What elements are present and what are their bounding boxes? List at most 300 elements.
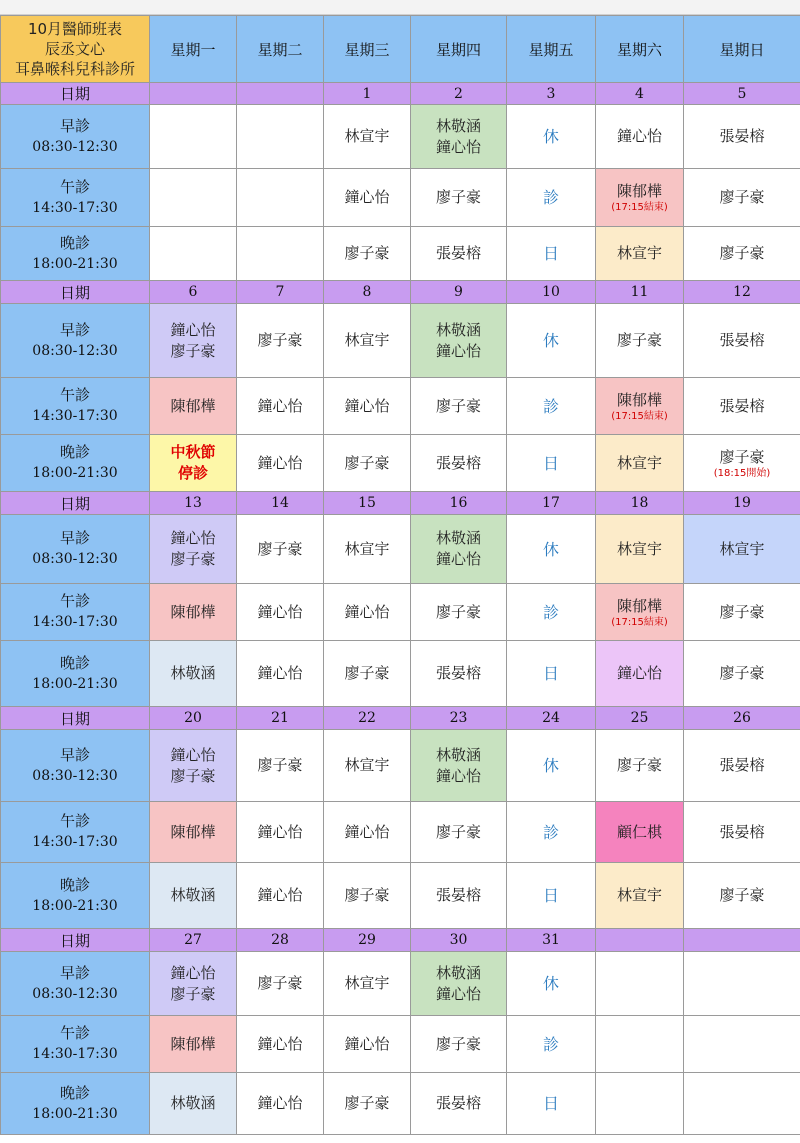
schedule-cell bbox=[237, 378, 324, 435]
schedule-cell bbox=[411, 802, 507, 863]
doctor-name: 廖子豪 bbox=[616, 331, 662, 349]
slot-label bbox=[1, 378, 150, 435]
schedule-cell bbox=[324, 952, 411, 1016]
date-label: 日期 bbox=[1, 83, 150, 105]
date-row bbox=[1, 492, 800, 515]
doctor-name: 林宣宇 bbox=[616, 539, 662, 558]
schedule-cell bbox=[596, 515, 684, 584]
doctor-name: 林宣宇 bbox=[344, 756, 390, 774]
date-cell: 21 bbox=[237, 707, 324, 730]
slot-row bbox=[1, 952, 800, 1016]
slot-label bbox=[1, 227, 150, 281]
slot-label bbox=[1, 1016, 150, 1073]
schedule-cell bbox=[324, 435, 411, 492]
doctor-name: 張晏榕 bbox=[435, 453, 481, 472]
schedule-cell bbox=[324, 730, 411, 802]
doctor-name: 林宣宇 bbox=[616, 244, 662, 262]
doctor-name: 張晏榕 bbox=[719, 822, 765, 841]
doctor-name: 林敬涵 bbox=[170, 886, 216, 904]
schedule-cell bbox=[507, 730, 596, 802]
header-row bbox=[1, 16, 800, 83]
date-cell: 28 bbox=[237, 929, 324, 952]
slot-name: 早診 bbox=[59, 320, 90, 339]
date-cell bbox=[150, 83, 237, 105]
schedule-cell bbox=[237, 802, 324, 863]
date-cell bbox=[684, 929, 800, 952]
doctor-name: 鐘心怡 bbox=[435, 984, 481, 1003]
time-note: (17:15結束) bbox=[611, 202, 668, 213]
schedule-cell bbox=[237, 863, 324, 929]
date-cell: 1 bbox=[324, 83, 411, 105]
slot-name: 早診 bbox=[59, 745, 90, 764]
doctor-name: 鐘心怡 bbox=[344, 1034, 390, 1053]
doctor-name: 廖子豪 bbox=[719, 664, 765, 682]
doctor-name: 陳郁樺 bbox=[170, 396, 216, 415]
doctor-name: 林宣宇 bbox=[344, 974, 390, 992]
weekday-header: 星期日 bbox=[684, 16, 800, 83]
schedule-cell bbox=[150, 227, 237, 281]
schedule-cell bbox=[237, 1016, 324, 1073]
slot-row bbox=[1, 863, 800, 929]
weekday-header: 星期六 bbox=[596, 16, 684, 83]
doctor-name: 林敬涵 bbox=[435, 116, 481, 135]
closed-day-mark: 診 bbox=[542, 822, 559, 842]
doctor-name: 張晏榕 bbox=[435, 664, 481, 682]
schedule-cell bbox=[684, 515, 800, 584]
schedule-cell bbox=[324, 227, 411, 281]
schedule-cell bbox=[507, 952, 596, 1016]
slot-name: 晚診 bbox=[59, 233, 90, 252]
date-cell: 8 bbox=[324, 281, 411, 304]
doctor-name: 林宣宇 bbox=[344, 539, 390, 558]
schedule-cell bbox=[596, 863, 684, 929]
time-note: (17:15結束) bbox=[611, 410, 668, 422]
sheet-top-strip bbox=[0, 0, 800, 15]
doctor-name: 廖子豪 bbox=[435, 188, 481, 206]
doctor-name: 鐘心怡 bbox=[170, 320, 216, 339]
schedule-cell bbox=[324, 169, 411, 227]
schedule-cell bbox=[596, 227, 684, 281]
schedule-cell bbox=[150, 105, 237, 169]
schedule-cell bbox=[411, 105, 507, 169]
schedule-cell bbox=[324, 802, 411, 863]
schedule-cell bbox=[684, 730, 800, 802]
date-row bbox=[1, 707, 800, 730]
doctor-name: 張晏榕 bbox=[719, 396, 765, 415]
closed-day-mark: 日 bbox=[542, 1094, 559, 1113]
doctor-name: 廖子豪 bbox=[435, 602, 481, 621]
doctor-name: 鐘心怡 bbox=[435, 550, 481, 568]
doctor-name: 張晏榕 bbox=[719, 756, 765, 774]
title-line: 10月醫師班表 bbox=[27, 20, 123, 38]
doctor-name: 廖子豪 bbox=[257, 331, 303, 349]
date-cell bbox=[237, 83, 324, 105]
date-cell: 23 bbox=[411, 707, 507, 730]
schedule-cell bbox=[237, 1073, 324, 1135]
doctor-name: 鐘心怡 bbox=[170, 529, 216, 547]
slot-label bbox=[1, 304, 150, 378]
doctor-name: 林敬涵 bbox=[170, 1094, 216, 1112]
schedule-cell bbox=[507, 304, 596, 378]
schedule-cell bbox=[150, 1073, 237, 1135]
doctor-name: 廖子豪 bbox=[170, 550, 216, 568]
date-cell: 26 bbox=[684, 707, 800, 730]
slot-label bbox=[1, 435, 150, 492]
doctor-name: 廖子豪 bbox=[719, 886, 765, 904]
schedule-cell bbox=[684, 584, 800, 641]
schedule-cell bbox=[411, 584, 507, 641]
slot-name: 晚診 bbox=[59, 1083, 90, 1102]
title-line: 耳鼻喉科兒科診所 bbox=[14, 60, 135, 78]
doctor-name: 廖子豪 bbox=[719, 602, 765, 621]
closed-day-mark: 日 bbox=[542, 664, 559, 683]
slot-time: 14:30-17:30 bbox=[32, 408, 118, 424]
schedule-cell bbox=[324, 304, 411, 378]
schedule-cell bbox=[507, 1016, 596, 1073]
doctor-name: 鐘心怡 bbox=[344, 602, 390, 621]
schedule-cell bbox=[411, 435, 507, 492]
slot-name: 午診 bbox=[59, 812, 90, 830]
schedule-cell bbox=[324, 863, 411, 929]
slot-time: 08:30-12:30 bbox=[32, 551, 118, 567]
schedule-cell bbox=[684, 641, 800, 707]
holiday-notice: 停診 bbox=[177, 464, 208, 482]
schedule-cell bbox=[507, 1073, 596, 1135]
doctor-name: 陳郁樺 bbox=[616, 390, 662, 409]
date-cell: 15 bbox=[324, 492, 411, 515]
schedule-cell bbox=[150, 641, 237, 707]
slot-time: 14:30-17:30 bbox=[32, 834, 118, 850]
doctor-name: 林宣宇 bbox=[616, 886, 662, 904]
closed-day-mark: 休 bbox=[542, 756, 559, 775]
schedule-cell bbox=[411, 863, 507, 929]
date-cell: 24 bbox=[507, 707, 596, 730]
schedule-cell bbox=[684, 435, 800, 492]
doctor-name: 廖子豪 bbox=[435, 396, 481, 415]
schedule-cell bbox=[237, 730, 324, 802]
date-label: 日期 bbox=[1, 492, 150, 515]
slot-row bbox=[1, 584, 800, 641]
doctor-name: 陳郁樺 bbox=[170, 602, 216, 621]
date-cell: 20 bbox=[150, 707, 237, 730]
slot-row bbox=[1, 515, 800, 584]
slot-row bbox=[1, 435, 800, 492]
doctor-name: 鐘心怡 bbox=[435, 137, 481, 156]
doctor-name: 林宣宇 bbox=[719, 539, 765, 558]
schedule-cell bbox=[507, 584, 596, 641]
closed-day-mark: 日 bbox=[542, 453, 559, 473]
date-row bbox=[1, 281, 800, 304]
schedule-cell bbox=[150, 515, 237, 584]
date-label: 日期 bbox=[1, 929, 150, 952]
schedule-cell bbox=[596, 378, 684, 435]
slot-name: 早診 bbox=[59, 963, 90, 982]
date-cell: 17 bbox=[507, 492, 596, 515]
slot-time: 18:00-21:30 bbox=[32, 1105, 118, 1122]
closed-day-mark: 診 bbox=[542, 1034, 559, 1054]
schedule-cell bbox=[150, 952, 237, 1016]
slot-label bbox=[1, 730, 150, 802]
doctor-name: 鐘心怡 bbox=[257, 1094, 303, 1112]
schedule-cell bbox=[411, 730, 507, 802]
doctor-name: 鐘心怡 bbox=[257, 453, 303, 472]
date-cell: 18 bbox=[596, 492, 684, 515]
schedule-cell bbox=[411, 1073, 507, 1135]
doctor-name: 廖子豪 bbox=[344, 664, 390, 682]
slot-row bbox=[1, 1073, 800, 1135]
schedule-cell bbox=[507, 515, 596, 584]
schedule-cell bbox=[507, 435, 596, 492]
slot-name: 午診 bbox=[59, 386, 90, 404]
schedule-cell bbox=[684, 169, 800, 227]
slot-row bbox=[1, 105, 800, 169]
schedule-cell bbox=[237, 227, 324, 281]
schedule-cell bbox=[684, 105, 800, 169]
doctor-name: 廖子豪 bbox=[719, 244, 765, 262]
schedule-cell bbox=[507, 641, 596, 707]
schedule-cell bbox=[684, 863, 800, 929]
date-cell: 2 bbox=[411, 83, 507, 105]
schedule-cell bbox=[237, 952, 324, 1016]
slot-name: 午診 bbox=[59, 1024, 90, 1042]
doctor-name: 林宣宇 bbox=[344, 127, 390, 145]
holiday-notice: 中秋節 bbox=[170, 443, 216, 461]
schedule-cell bbox=[324, 515, 411, 584]
slot-label bbox=[1, 1073, 150, 1135]
closed-day-mark: 診 bbox=[542, 396, 559, 416]
doctor-name: 張晏榕 bbox=[435, 244, 481, 262]
doctor-name: 張晏榕 bbox=[435, 1094, 481, 1112]
doctor-name: 張晏榕 bbox=[719, 331, 765, 349]
schedule-cell bbox=[684, 227, 800, 281]
schedule-cell bbox=[411, 378, 507, 435]
slot-label bbox=[1, 952, 150, 1016]
schedule-cell bbox=[237, 169, 324, 227]
doctor-name: 鐘心怡 bbox=[257, 664, 303, 682]
date-cell: 4 bbox=[596, 83, 684, 105]
doctor-name: 廖子豪 bbox=[170, 984, 216, 1003]
date-cell: 6 bbox=[150, 281, 237, 304]
slot-row bbox=[1, 1016, 800, 1073]
slot-time: 14:30-17:30 bbox=[32, 199, 118, 216]
doctor-schedule-table bbox=[0, 15, 800, 1135]
doctor-name: 鐘心怡 bbox=[257, 1034, 303, 1053]
doctor-name: 林敬涵 bbox=[435, 745, 481, 764]
slot-name: 午診 bbox=[59, 592, 90, 610]
slot-name: 早診 bbox=[59, 116, 90, 135]
slot-time: 14:30-17:30 bbox=[32, 614, 118, 630]
doctor-name: 鐘心怡 bbox=[170, 745, 216, 764]
doctor-name: 廖子豪 bbox=[719, 447, 765, 466]
date-cell: 5 bbox=[684, 83, 800, 105]
slot-row bbox=[1, 304, 800, 378]
doctor-name: 鐘心怡 bbox=[616, 664, 662, 682]
doctor-name: 林宣宇 bbox=[616, 453, 662, 472]
schedule-cell bbox=[596, 641, 684, 707]
schedule-cell bbox=[596, 1073, 684, 1135]
slot-name: 晚診 bbox=[59, 875, 90, 894]
slot-label bbox=[1, 863, 150, 929]
doctor-name: 鐘心怡 bbox=[344, 188, 390, 206]
date-cell: 16 bbox=[411, 492, 507, 515]
schedule-cell bbox=[150, 1016, 237, 1073]
date-cell: 22 bbox=[324, 707, 411, 730]
schedule-cell bbox=[596, 435, 684, 492]
date-cell: 9 bbox=[411, 281, 507, 304]
weekday-header: 星期五 bbox=[507, 16, 596, 83]
doctor-name: 廖子豪 bbox=[435, 1034, 481, 1053]
slot-name: 午診 bbox=[59, 177, 90, 196]
schedule-cell bbox=[237, 304, 324, 378]
date-cell bbox=[596, 929, 684, 952]
doctor-name: 鐘心怡 bbox=[435, 341, 481, 360]
slot-label bbox=[1, 802, 150, 863]
closed-day-mark: 休 bbox=[542, 539, 559, 559]
date-row bbox=[1, 83, 800, 105]
schedule-cell bbox=[324, 378, 411, 435]
slot-time: 08:30-12:30 bbox=[32, 985, 118, 1002]
doctor-name: 鐘心怡 bbox=[344, 822, 390, 841]
doctor-name: 林宣宇 bbox=[344, 331, 390, 349]
doctor-name: 鐘心怡 bbox=[616, 127, 662, 145]
date-cell: 27 bbox=[150, 929, 237, 952]
date-cell: 7 bbox=[237, 281, 324, 304]
slot-time: 08:30-12:30 bbox=[32, 342, 118, 359]
schedule-cell bbox=[411, 227, 507, 281]
slot-name: 晚診 bbox=[59, 443, 90, 461]
weekday-header: 星期四 bbox=[411, 16, 507, 83]
slot-time: 18:00-21:30 bbox=[32, 255, 118, 272]
schedule-title bbox=[1, 16, 150, 83]
date-label: 日期 bbox=[1, 281, 150, 304]
doctor-name: 林敬涵 bbox=[435, 529, 481, 547]
doctor-name: 鐘心怡 bbox=[257, 822, 303, 841]
doctor-name: 陳郁樺 bbox=[170, 1034, 216, 1053]
doctor-name: 廖子豪 bbox=[344, 1094, 390, 1112]
slot-row bbox=[1, 730, 800, 802]
slot-label bbox=[1, 169, 150, 227]
date-cell: 31 bbox=[507, 929, 596, 952]
schedule-cell bbox=[596, 105, 684, 169]
doctor-name: 張晏榕 bbox=[435, 886, 481, 904]
title-line: 辰丞文心 bbox=[44, 40, 105, 58]
doctor-name: 廖子豪 bbox=[170, 341, 216, 360]
slot-row bbox=[1, 802, 800, 863]
schedule-cell bbox=[411, 952, 507, 1016]
schedule-cell bbox=[237, 105, 324, 169]
schedule-cell bbox=[237, 515, 324, 584]
doctor-name: 廖子豪 bbox=[616, 756, 662, 774]
doctor-name: 鐘心怡 bbox=[257, 886, 303, 904]
doctor-name: 顧仁棋 bbox=[616, 822, 662, 841]
date-cell: 12 bbox=[684, 281, 800, 304]
doctor-name: 陳郁樺 bbox=[616, 182, 662, 200]
schedule-cell bbox=[596, 584, 684, 641]
schedule-cell bbox=[684, 1073, 800, 1135]
schedule-cell bbox=[684, 1016, 800, 1073]
date-row bbox=[1, 929, 800, 952]
schedule-cell bbox=[237, 641, 324, 707]
date-cell: 3 bbox=[507, 83, 596, 105]
date-label: 日期 bbox=[1, 707, 150, 730]
closed-day-mark: 休 bbox=[542, 974, 559, 993]
schedule-cell bbox=[411, 304, 507, 378]
date-cell: 11 bbox=[596, 281, 684, 304]
schedule-cell bbox=[237, 435, 324, 492]
closed-day-mark: 休 bbox=[542, 127, 559, 146]
schedule-cell bbox=[150, 435, 237, 492]
closed-day-mark: 日 bbox=[542, 886, 559, 905]
schedule-cell bbox=[150, 584, 237, 641]
schedule-cell bbox=[507, 105, 596, 169]
weekday-header: 星期一 bbox=[150, 16, 237, 83]
schedule-cell bbox=[507, 863, 596, 929]
time-note: (17:15結束) bbox=[611, 616, 668, 628]
doctor-name: 陳郁樺 bbox=[170, 822, 216, 841]
slot-name: 早診 bbox=[59, 529, 90, 547]
schedule-cell bbox=[684, 952, 800, 1016]
schedule-cell bbox=[150, 863, 237, 929]
schedule-cell bbox=[150, 378, 237, 435]
schedule-cell bbox=[507, 378, 596, 435]
doctor-name: 廖子豪 bbox=[257, 974, 303, 992]
schedule-cell bbox=[324, 641, 411, 707]
slot-time: 18:00-21:30 bbox=[32, 675, 118, 692]
doctor-name: 廖子豪 bbox=[344, 244, 390, 262]
date-cell: 30 bbox=[411, 929, 507, 952]
schedule-cell bbox=[411, 1016, 507, 1073]
date-cell: 19 bbox=[684, 492, 800, 515]
schedule-cell bbox=[324, 1073, 411, 1135]
doctor-name: 廖子豪 bbox=[344, 886, 390, 904]
doctor-name: 廖子豪 bbox=[257, 539, 303, 558]
slot-time: 18:00-21:30 bbox=[32, 897, 118, 914]
schedule-cell bbox=[596, 1016, 684, 1073]
doctor-name: 鐘心怡 bbox=[170, 963, 216, 982]
schedule-cell bbox=[596, 730, 684, 802]
schedule-cell bbox=[324, 1016, 411, 1073]
slot-time: 08:30-12:30 bbox=[32, 767, 118, 784]
schedule-cell bbox=[411, 641, 507, 707]
doctor-name: 鐘心怡 bbox=[257, 602, 303, 621]
schedule-cell bbox=[684, 378, 800, 435]
schedule-cell bbox=[150, 304, 237, 378]
doctor-name: 鐘心怡 bbox=[344, 396, 390, 415]
slot-time: 14:30-17:30 bbox=[32, 1046, 118, 1062]
date-cell: 29 bbox=[324, 929, 411, 952]
doctor-name: 廖子豪 bbox=[170, 766, 216, 785]
closed-day-mark: 診 bbox=[542, 602, 559, 622]
slot-row bbox=[1, 641, 800, 707]
date-cell: 13 bbox=[150, 492, 237, 515]
schedule-cell bbox=[411, 515, 507, 584]
schedule-cell bbox=[684, 304, 800, 378]
schedule-cell bbox=[596, 169, 684, 227]
slot-row bbox=[1, 227, 800, 281]
doctor-name: 張晏榕 bbox=[719, 127, 765, 145]
doctor-name: 廖子豪 bbox=[435, 822, 481, 841]
date-cell: 25 bbox=[596, 707, 684, 730]
slot-label bbox=[1, 515, 150, 584]
slot-label bbox=[1, 584, 150, 641]
weekday-header: 星期三 bbox=[324, 16, 411, 83]
date-cell: 10 bbox=[507, 281, 596, 304]
schedule-cell bbox=[324, 105, 411, 169]
doctor-name: 林敬涵 bbox=[435, 320, 481, 339]
doctor-name: 陳郁樺 bbox=[616, 596, 662, 615]
closed-day-mark: 日 bbox=[542, 244, 559, 263]
schedule-cell bbox=[150, 802, 237, 863]
